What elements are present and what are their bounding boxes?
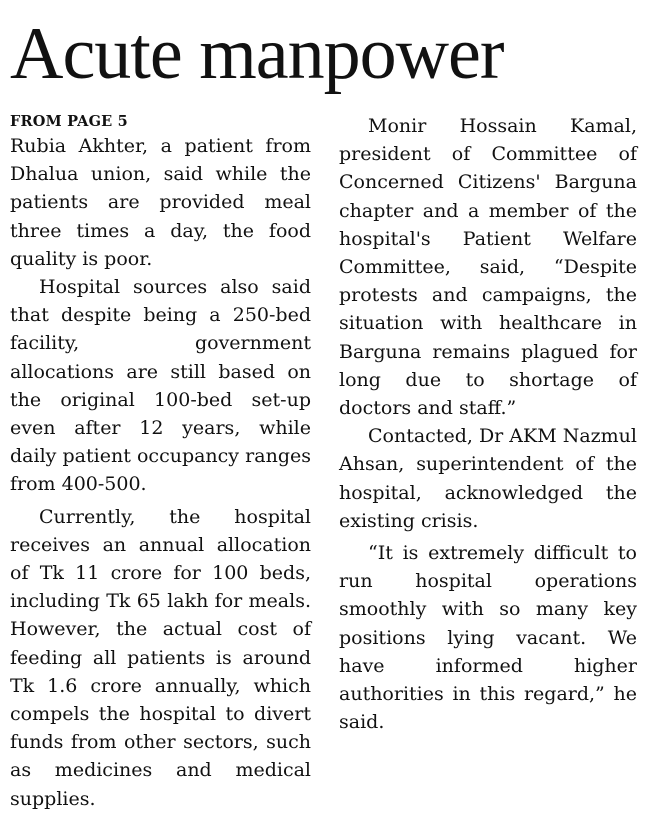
article-paragraph: Contacted, Dr AKM Nazmul Ahsan, superintendent of the hospital, acknowledged the existing crisis. <box>339 425 637 532</box>
article-column-left <box>10 112 311 813</box>
article-column-right <box>339 112 637 736</box>
article-headline: Acute manpower <box>10 13 504 95</box>
article-paragraph: “It is extremely difficult to run hospital operations smoothly with so many key positions lying vacant. We have informed higher authorities in this regard,” he said. <box>339 542 637 734</box>
article-paragraph: Currently, the hospital receives an annual allocation of Tk 11 crore for 100 beds, including Tk 65 lakh for meals. However, the actual cost of feeding all patients is around Tk 1.6 crore annually, which compels the hospital to divert funds from other sectors, such as medicines and medical supplies. <box>10 505 311 810</box>
continued-from-label: FROM PAGE 5 <box>10 113 128 130</box>
article-paragraph: Monir Hossain Kamal, president of Committee of Concerned Citizens' Barguna chapter and a member of the hospital's Patient Welfare Committee, said, “Despite protests and campaigns, the situation with healthcare in Barguna remains plagued for long due to shortage of doctors and staff.” <box>339 115 637 420</box>
article-paragraph: Rubia Akhter, a patient from Dhalua union, said while the patients are provided meal three times a day, the food quality is poor. <box>10 135 311 270</box>
article-paragraph: Hospital sources also said that despite being a 250-bed facility, government allocations are still based on the original 100-bed set-up even after 12 years, while daily patient occupancy ranges from 400-500. <box>10 276 311 496</box>
